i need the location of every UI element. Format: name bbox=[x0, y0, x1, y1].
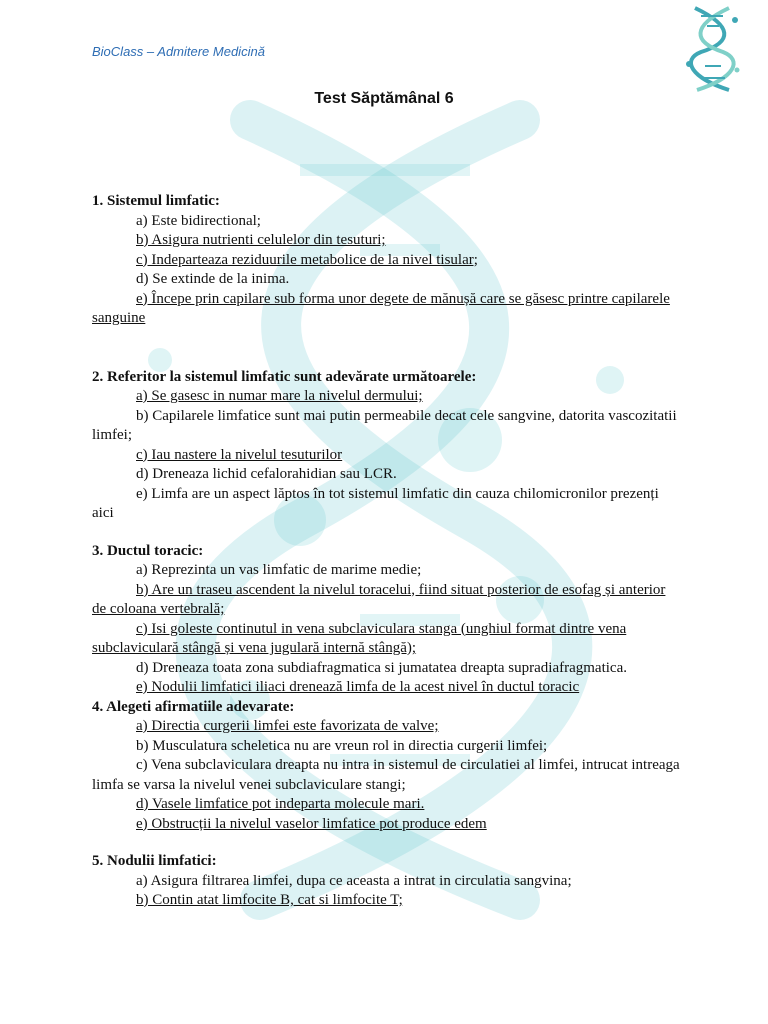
option-text-correct: e) Obstrucții la nivelul vaselor limfatice pot produce edem bbox=[136, 815, 487, 832]
option-text-correct: b) Asigura nutrienti celulelor din tesuturi; bbox=[136, 232, 386, 248]
option-text-correct: e) Începe prin capilare sub forma unor degete de mănușă care se găsesc printre capilarele sanguine bbox=[92, 290, 670, 326]
option-text: a) Reprezinta un vas limfatic de marime medie; bbox=[136, 562, 422, 578]
question-heading: 2. Referitor la sistemul limfatic sunt adevărate următoarele: bbox=[92, 368, 477, 385]
page-title: Test Săptămânal 6 bbox=[314, 90, 454, 107]
question-3 bbox=[92, 542, 682, 698]
option-text: c) Vena subclaviculara dreapta nu intra in sistemul de circulatiei al limfei, intrucat intreaga limfa se varsa la nivelul venei subclaviculare stangi; bbox=[92, 757, 680, 793]
option-text: d) Dreneaza lichid cefalorahidian sau LCR. bbox=[136, 466, 397, 482]
option-text: d) Dreneaza toata zona subdiafragmatica si jumatatea dreapta supradiafragmatica. bbox=[136, 659, 627, 676]
option-text-correct: a) Directia curgerii limfei este favorizata de valve; bbox=[136, 718, 439, 734]
option-text: d) Se extinde de la inima. bbox=[136, 271, 290, 287]
option-text-correct: b) Contin atat limfocite B, cat si limfocite T; bbox=[136, 892, 403, 908]
option-text-correct: a) Se gasesc in numar mare la nivelul dermului; bbox=[136, 388, 423, 404]
question-5 bbox=[92, 852, 682, 911]
option-text-correct: c) Indeparteaza reziduurile metabolice de la nivel tisular; bbox=[136, 251, 478, 268]
brand-name: BioClass – Admitere Medicină bbox=[92, 44, 265, 59]
option-text: e) Limfa are un aspect lăptos în tot sistemul limfatic din cauza chilomicronilor prezenți aici bbox=[92, 485, 659, 521]
question-2 bbox=[92, 368, 682, 524]
option-text: b) Capilarele limfatice sunt mai putin permeabile decat cele sangvine, datorita vascozitatii limfei; bbox=[92, 407, 677, 443]
question-heading: 5. Nodulii limfatici: bbox=[92, 853, 217, 869]
question-1 bbox=[92, 192, 682, 329]
option-text-correct: c) Isi goleste continutul in vena subclaviculara stanga (unghiul format dintre vena subclaviculară stângă și vena jugulară internă stângă); bbox=[92, 620, 627, 656]
option-text-correct: d) Vasele limfatice pot indeparta molecule mari. bbox=[136, 796, 425, 812]
question-list bbox=[92, 192, 682, 911]
option-text: a) Este bidirectional; bbox=[136, 212, 261, 229]
option-text: b) Musculatura scheletica nu are vreun rol in directia curgerii limfei; bbox=[136, 737, 548, 754]
option-text-correct: c) Iau nastere la nivelul tesuturilor bbox=[136, 446, 343, 463]
question-heading: 3. Ductul toracic: bbox=[92, 542, 204, 559]
dna-helix-icon bbox=[683, 4, 745, 94]
option-text-correct: b) Are un traseu ascendent la nivelul toracelui, fiind situat posterior de esofag și anterior de coloana vertebrală; bbox=[92, 581, 666, 617]
option-text: a) Asigura filtrarea limfei, dupa ce aceasta a intrat in circulatia sangvina; bbox=[136, 872, 572, 889]
option-text-correct: e) Nodulii limfatici iliaci drenează limfa de la acest nivel în ductul toracic bbox=[136, 679, 580, 695]
question-heading: 1. Sistemul limfatic: bbox=[92, 193, 220, 209]
question-4 bbox=[92, 698, 682, 835]
question-heading: 4. Alegeti afirmatiile adevarate: bbox=[92, 698, 295, 715]
